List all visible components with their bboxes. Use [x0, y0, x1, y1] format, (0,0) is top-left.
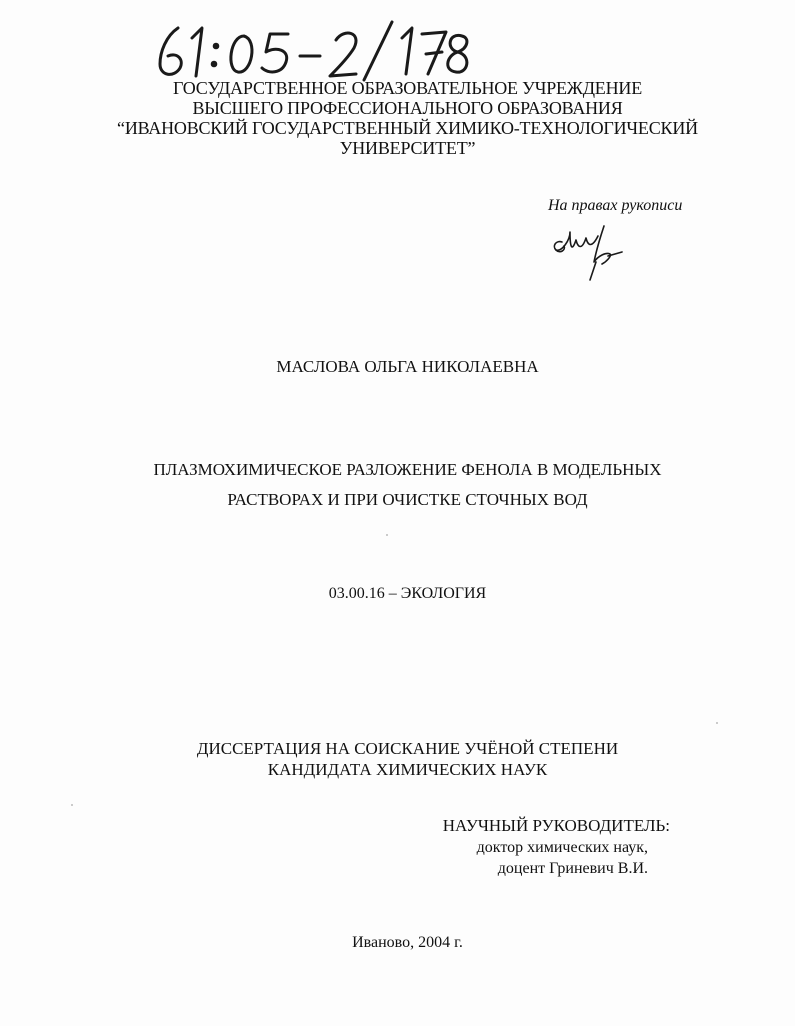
scan-speck [71, 804, 73, 806]
institution-line-1: ГОСУДАРСТВЕННОЕ ОБРАЗОВАТЕЛЬНОЕ УЧРЕЖДЕНИЕ [172, 78, 642, 98]
manuscript-note: На правах рукописи [548, 197, 683, 214]
institution-line-4: УНИВЕРСИТЕТ” [339, 138, 476, 158]
handwritten-signature [548, 218, 638, 284]
institution-line-3: “ИВАНОВСКИЙ ГОСУДАРСТВЕННЫЙ ХИМИКО-ТЕХНОЛОГИЧЕСКИЙ [117, 118, 698, 138]
degree-statement [0, 738, 795, 780]
institution-name [0, 78, 795, 158]
degree-line-1: ДИССЕРТАЦИЯ НА СОИСКАНИЕ УЧЁНОЙ СТЕПЕНИ [196, 739, 619, 758]
supervisor-heading: НАУЧНЫЙ РУКОВОДИТЕЛЬ: [442, 816, 670, 835]
institution-line-2: ВЫСШЕГО ПРОФЕССИОНАЛЬНОГО ОБРАЗОВАНИЯ [192, 98, 623, 118]
author-name: МАСЛОВА ОЛЬГА НИКОЛАЕВНА [276, 357, 539, 376]
scan-speck [386, 534, 388, 536]
place-and-year: Иваново, 2004 г. [352, 934, 463, 951]
title-line-1: ПЛАЗМОХИМИЧЕСКОЕ РАЗЛОЖЕНИЕ ФЕНОЛА В МОДЕЛЬНЫХ [153, 460, 662, 479]
handwritten-archive-number [140, 14, 480, 84]
dissertation-title [0, 455, 795, 515]
supervisor-name: доцент Гриневич В.И. [497, 860, 648, 877]
title-line-2: РАСТВОРАХ И ПРИ ОЧИСТКЕ СТОЧНЫХ ВОД [227, 490, 588, 509]
degree-line-2: КАНДИДАТА ХИМИЧЕСКИХ НАУК [267, 760, 548, 779]
supervisor-block [400, 815, 670, 879]
supervisor-degree: доктор химических наук, [476, 839, 648, 856]
scan-speck [716, 722, 718, 724]
specialty-code: 03.00.16 – ЭКОЛОГИЯ [328, 585, 487, 602]
